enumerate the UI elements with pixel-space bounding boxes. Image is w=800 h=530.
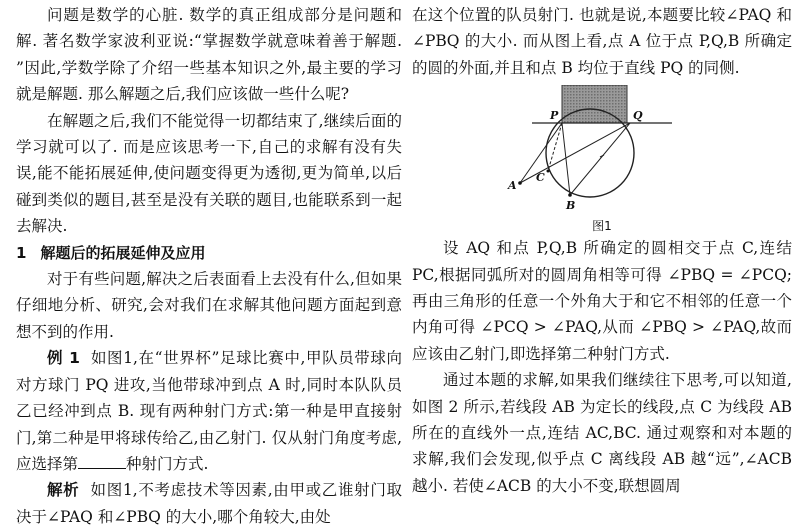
example-label: 例 1 [47,349,80,368]
label-p: P [550,109,559,123]
answer-blank [78,454,126,469]
figure-caption: 图1 [592,219,612,234]
left-column [16,2,402,530]
after-solving-paragraph: 在解题之后,我们不能觉得一切都结束了,继续后面的学习就可以了. 而是应该思考一下,自己的求解有没有失误,能不能拓展延伸,使问题变得更为透彻,更为简单,以后碰到类似的题目,甚至是没有关联的题目,也能联系到一起去解决. [16,111,402,236]
comparison-paragraph: 在这个位置的队员射门. 也就是说,本题要比较∠PAQ 和∠PBQ 的大小. 而从图上看,点 A 位于点 P,Q,B 所确定的圆的外面,并且和点 B 均位于直线 PQ 的同侧. [412,6,792,77]
point-c [547,170,550,173]
proof-paragraph: 设 AQ 和点 P,Q,B 所确定的圆相交于点 C,连结 PC,根据同弧所对的圆周角相等可得 ∠PBQ = ∠PCQ;再由三角形的任意一个外角大于和它不相邻的任意一个内角可得 ∠PCQ > ∠PAQ,从而 ∠PBQ > ∠PAQ,故而应该由乙射门,即选择第二种射门方式. [412,239,792,363]
label-b: B [566,199,576,213]
figure-1-diagram [492,85,692,235]
section-title: 解题后的拓展延伸及应用 [40,243,206,262]
example-paragraph [16,345,402,477]
section-number: 1 [16,243,27,262]
example-text-end: 种射门方式. [126,454,209,473]
label-c: C [536,171,545,185]
label-q: Q [633,109,643,123]
section-heading [16,240,402,266]
extension-paragraph: 对于有些问题,解决之后表面看上去没有什么,但如果仔细地分析、研究,会对我们在求解其他问题方面起到意想不到的作用. [16,270,402,341]
further-thinking-paragraph: 通过本题的求解,如果我们继续往下思考,可以知道,如图 2 所示,若线段 AB 为定长的线段,点 C 为线段 AB 所在的直线外一点,连结 AC,BC. 通过观察和对本题的求解,我们会发现,似乎点 C 离线段 AB 越“远”,∠ACB 越小. 若使∠ACB 的大小不变,联想圆周 [412,371,792,495]
analysis-label: 解析 [47,481,80,500]
goal-area [562,85,627,123]
analysis-paragraph [16,477,402,530]
point-a [518,181,522,185]
point-b [568,193,572,197]
example-text: 如图1,在“世界杯”足球比赛中,甲队员带球向对方球门 PQ 进攻,当他带球冲到点 A 时,同时本队队员乙已经冲到点 B. 现有两种射门方式:第一种是甲直接射门,第二种是甲将球传给乙,由乙射门. 仅从射门角度考虑,应选择第 [16,349,402,473]
label-a: A [508,179,517,193]
right-column [412,2,792,499]
figure-1 [412,85,792,235]
intro-paragraph: 问题是数学的心脏. 数学的真正组成部分是问题和解. 著名数学家波利亚说:“掌握数学就意味着善于解题. ”因此,学数学除了介绍一些基本知识之外,最主要的学习就是解题. 那么解题之后,我们应该做一些什么呢? [16,6,402,104]
analysis-text: 如图1,不考虑技术等因素,由甲或乙谁射门取决于∠PAQ 和∠PBQ 的大小,哪个角较大,由处 [16,481,402,526]
